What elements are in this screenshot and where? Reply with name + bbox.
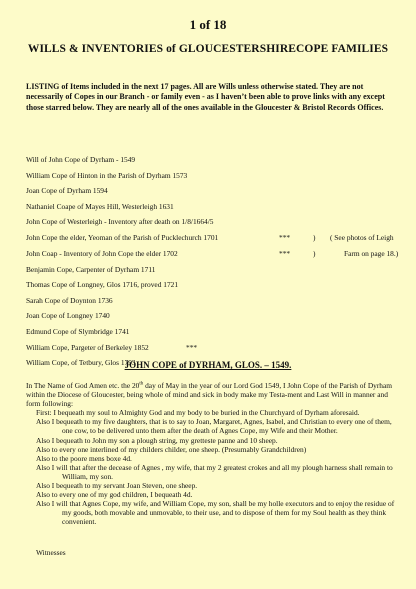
list-item: John Cope of Westerleigh - Inventory after death on 1/8/1664/5 [26,217,214,226]
side-note: Farm on page 18.) [344,248,399,258]
bracket: ) [313,248,316,258]
star-marker: *** [279,233,291,242]
will-clause: Also to the poore mens boxe 4d. [36,453,132,463]
witnesses-label: Witnesses [36,548,66,557]
will-clause: Also I will that after the decease of Agnes , my wife, that my 2 greatest crokes and all my plough harness shall remain to William, my son. [36,462,393,481]
list-item: Edmund Cope of Slymbridge 1741 [26,327,130,336]
list-item: John Coap - Inventory of John Cope the elder 1702 *** ) Farm on page 18.) [26,248,399,258]
list-item: Nathaniel Coape of Mayes Hill, Westerleigh 1631 [26,201,174,211]
side-note: ( See photos of Leigh [330,233,394,242]
list-item: Sarah Cope of Doynton 1736 [26,295,113,305]
list-item: William Cope, of Tetbury, Glos 1793 [26,358,136,367]
will-clause: First: I bequeath my soul to Almighty God and my body to be buried in the Churchyard of Dyrham aforesaid. [36,408,360,418]
will-opening: In The Name of God Amen etc. the 20th day of May in the year of our Lord God 1549, I John Cope of the Parish of Dyrham within the Diocese of Gloucester, being whole of mind and sick in body make my Testa-ment and Last Will in manner and form following: [26,381,393,409]
list-item: Joan Cope of Longney 1740 [26,311,110,320]
list-item: John Cope the elder, Yeoman of the Parish of Pucklechurch 1701 *** ) ( See photos of Leigh [26,233,394,242]
will-clause: Also I will that Agnes Cope, my wife, and William Cope, my son, shall be my holle executors and to enjoy the residue of my goods, both movable and unmovable, to their use, and to dispose of them for my Soul health as they think convenient. [36,499,395,527]
will-clause: Also I bequeath to John my son a plough string, my gretteste panne and 10 sheep. [36,435,278,445]
will-clause: Also to every one interlined of my childers childer, one sheep. (Presumably Grandchildren) [36,444,307,454]
will-text [26,381,398,527]
star-marker: *** [186,342,198,352]
list-item: Will of John Cope of Dyrham - 1549 [26,155,136,164]
will-clause: Also I bequeath to my servant Joan Steven, one sheep. [36,481,198,491]
star-marker: *** [279,248,291,258]
will-clause: Also to every one of my god children, I bequeath 4d. [36,490,193,500]
document-title: WILLS & INVENTORIES of GLOUCESTERSHIRECOPE FAMILIES [27,43,389,55]
will-clause: Also I bequeath to my five daughters, that is to say to Joan, Margaret, Agnes, Isabel, and Christian to every one of them, one cow, to be delivered unto them after the death of Agnes Cope, my Wife and their Mother. [36,417,392,436]
section-heading: JOHN COPE of DYRHAM, GLOS. – 1549. [124,360,292,370]
list-item: Benjamin Cope, Carpenter of Dyrham 1711 [26,264,156,274]
list-item: William Cope, Pargeter of Berkeley 1852 *** [26,342,198,352]
page-number: 1 of 18 [189,17,227,32]
list-item: William Cope of Hinton in the Parish of Dyrham 1573 [26,170,188,180]
bracket: ) [313,233,316,242]
intro-paragraph: LISTING of Items included in the next 17 pages. All are Wills unless otherwise stated. They are not necessarily of Copes in our Branch - or family even - as I haven’t been able to prove links with any except those starred below. They are nearly all of the ones available in the Gloucester & Bristol Records Offices. [26,82,385,112]
list-item: Thomas Cope of Longney, Glos 1716, proved 1721 [26,280,179,289]
list-item: Joan Cope of Dyrham 1594 [26,186,108,195]
